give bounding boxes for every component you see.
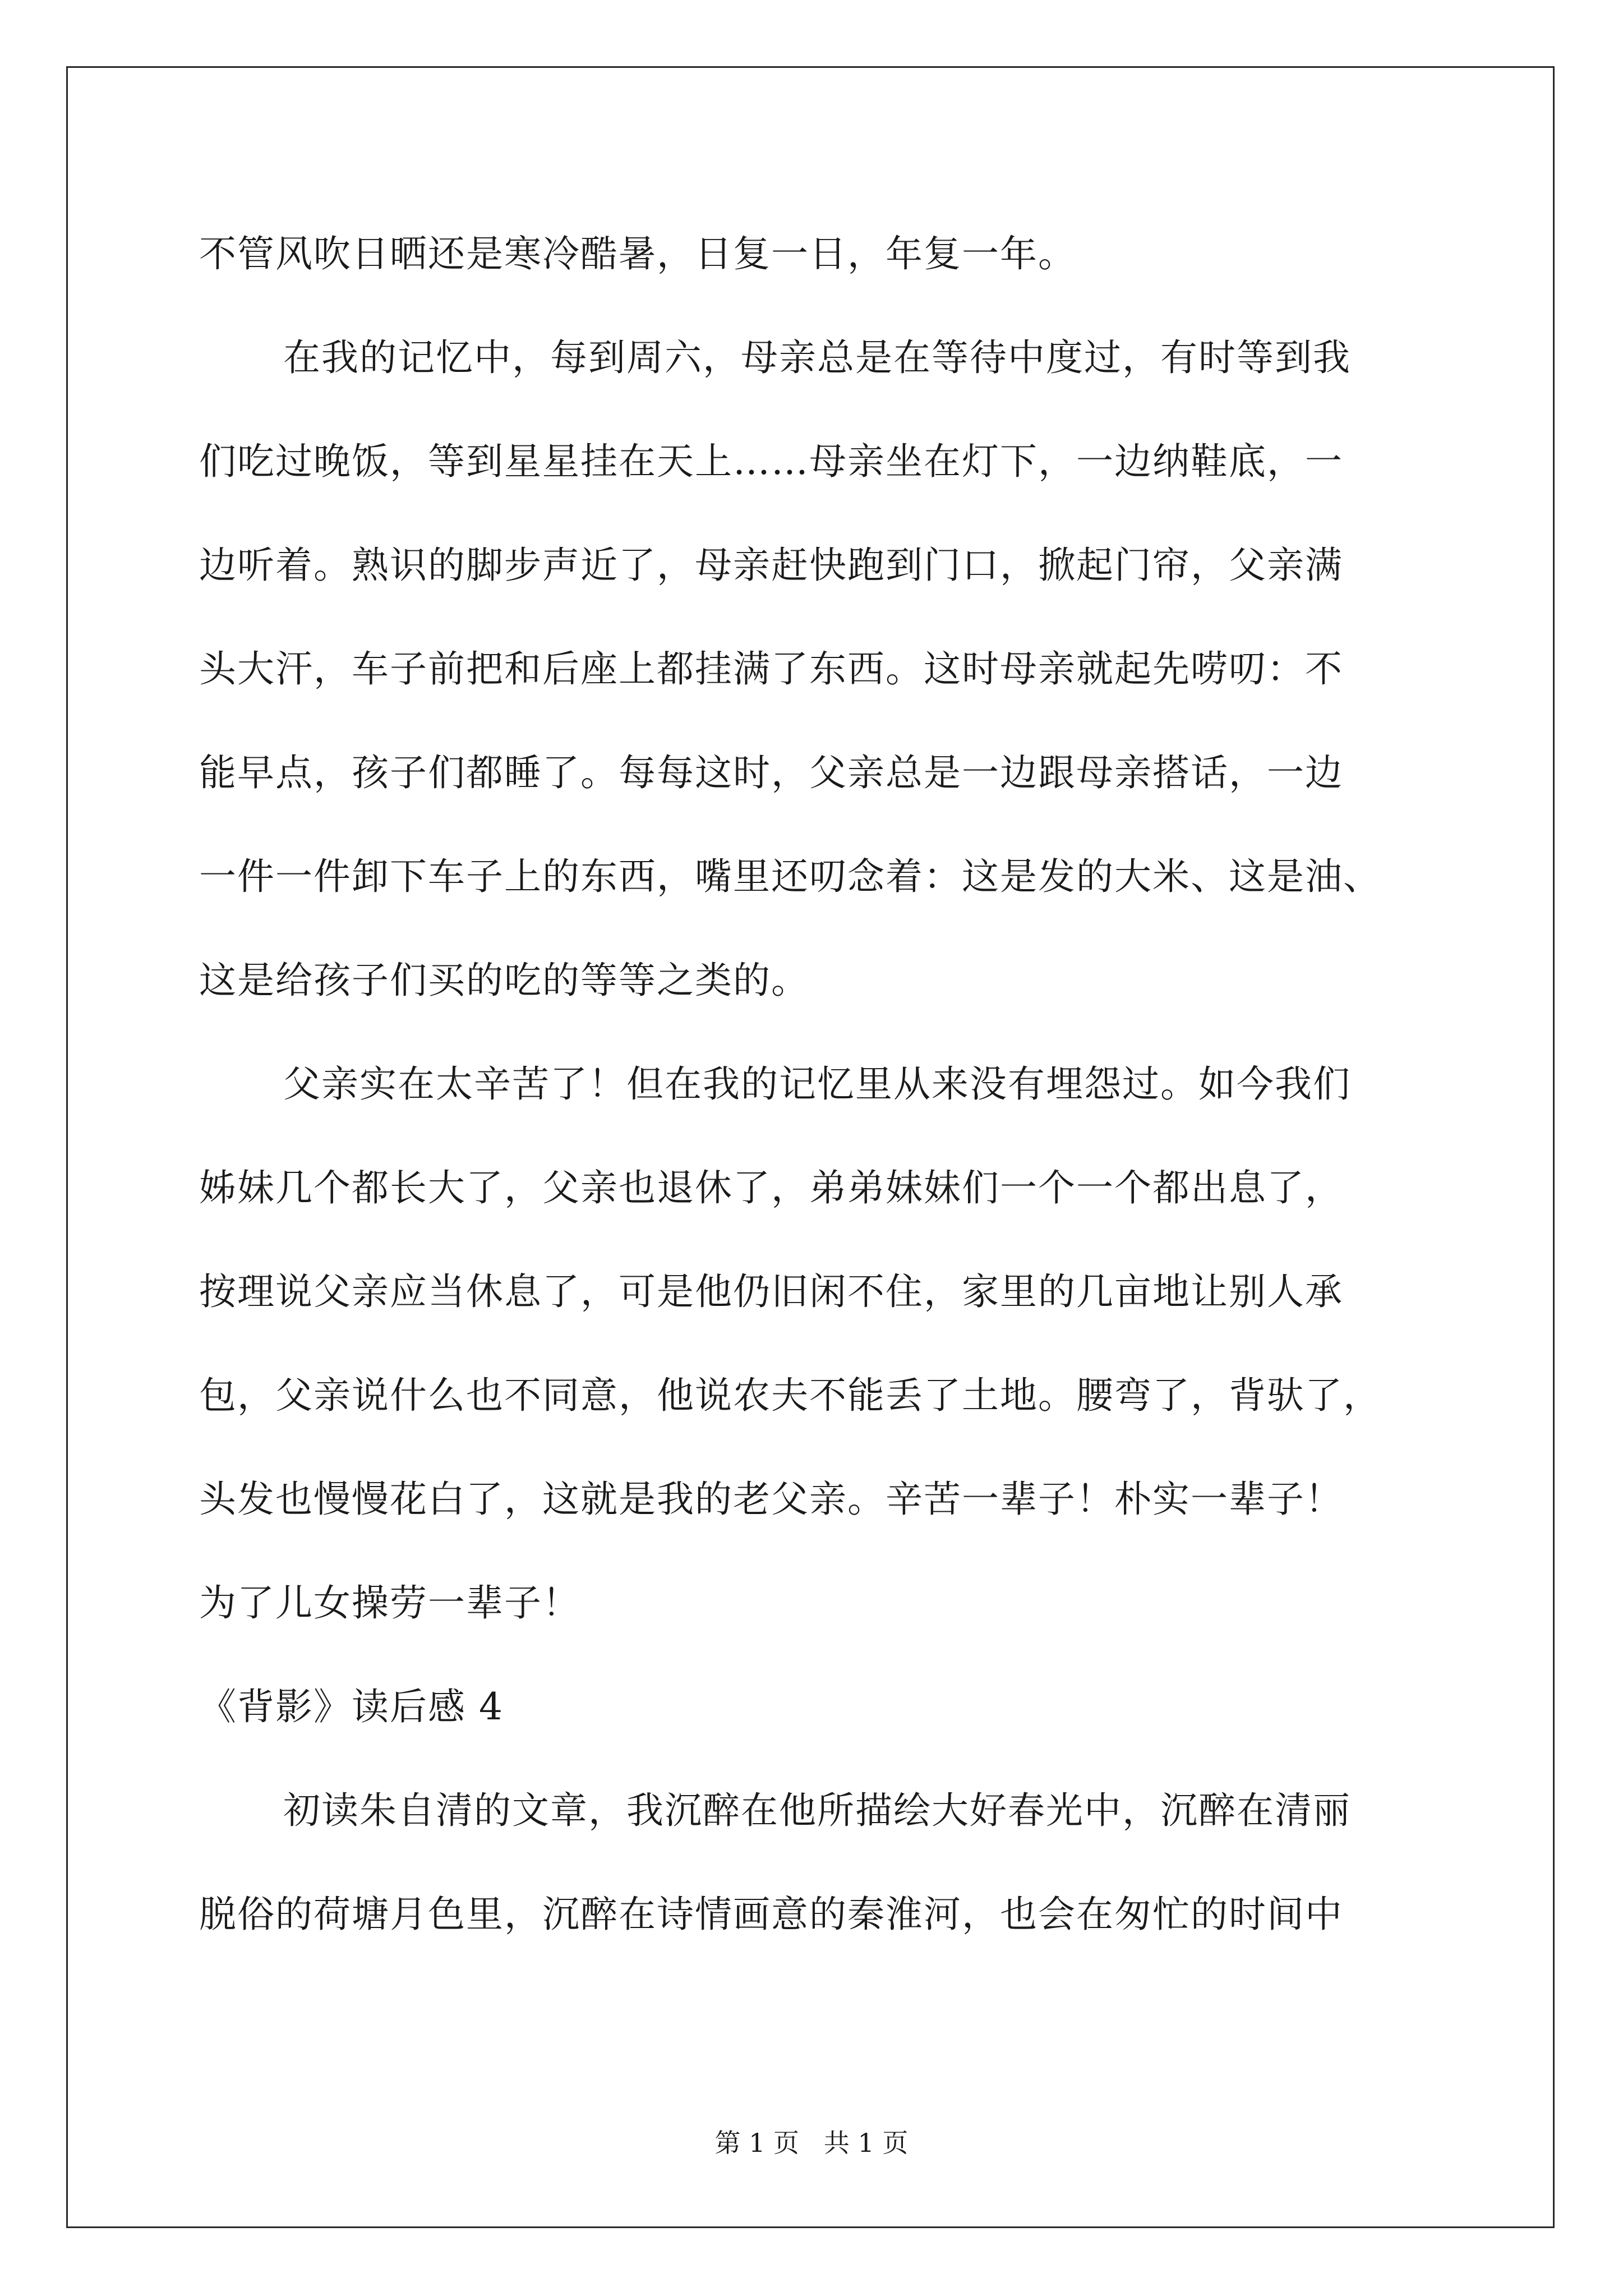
- section-heading: 《背影》读后感 4: [199, 1685, 504, 1728]
- text-line: 父亲实在太辛苦了！但在我的记忆里从来没有埋怨过。如今我们: [283, 1062, 1351, 1106]
- text-line: 在我的记忆中，每到周六，母亲总是在等待中度过，有时等到我: [283, 336, 1351, 379]
- text-line: 为了儿女操劳一辈子！: [199, 1581, 580, 1625]
- text-line: 头发也慢慢花白了，这就是我的老父亲。辛苦一辈子！朴实一辈子！: [199, 1478, 1343, 1521]
- document-body: [199, 202, 1461, 1966]
- text-line: 不管风吹日晒还是寒冷酷暑，日复一日，年复一年。: [199, 232, 1076, 275]
- text-line: 这是给孩子们买的吃的等等之类的。: [199, 959, 809, 1002]
- text-line: 能早点，孩子们都睡了。每每这时，父亲总是一边跟母亲搭话，一边: [199, 751, 1343, 794]
- text-line: 脱俗的荷塘月色里，沉醉在诗情画意的秦淮河，也会在匆忙的时间中: [199, 1893, 1343, 1936]
- text-line: 一件一件卸下车子上的东西，嘴里还叨念着：这是发的大米、这是油、: [199, 855, 1381, 898]
- text-line: 姊妹几个都长大了，父亲也退休了，弟弟妹妹们一个一个都出息了，: [199, 1166, 1343, 1209]
- text-line: 包，父亲说什么也不同意，他说农夫不能丢了土地。腰弯了，背驮了，: [199, 1374, 1381, 1417]
- text-line: 边听着。熟识的脚步声近了，母亲赶快跑到门口，掀起门帘，父亲满: [199, 544, 1343, 587]
- text-line: 按理说父亲应当休息了，可是他仍旧闲不住，家里的几亩地让别人承: [199, 1270, 1343, 1313]
- page-footer: 第 1 页 共 1 页: [714, 2128, 909, 2158]
- text-line: 们吃过晚饭，等到星星挂在天上……母亲坐在灯下，一边纳鞋底，一: [199, 440, 1343, 483]
- text-line: 头大汗，车子前把和后座上都挂满了东西。这时母亲就起先唠叨：不: [199, 647, 1343, 691]
- text-line: 初读朱自清的文章，我沉醉在他所描绘大好春光中，沉醉在清丽: [283, 1789, 1351, 1832]
